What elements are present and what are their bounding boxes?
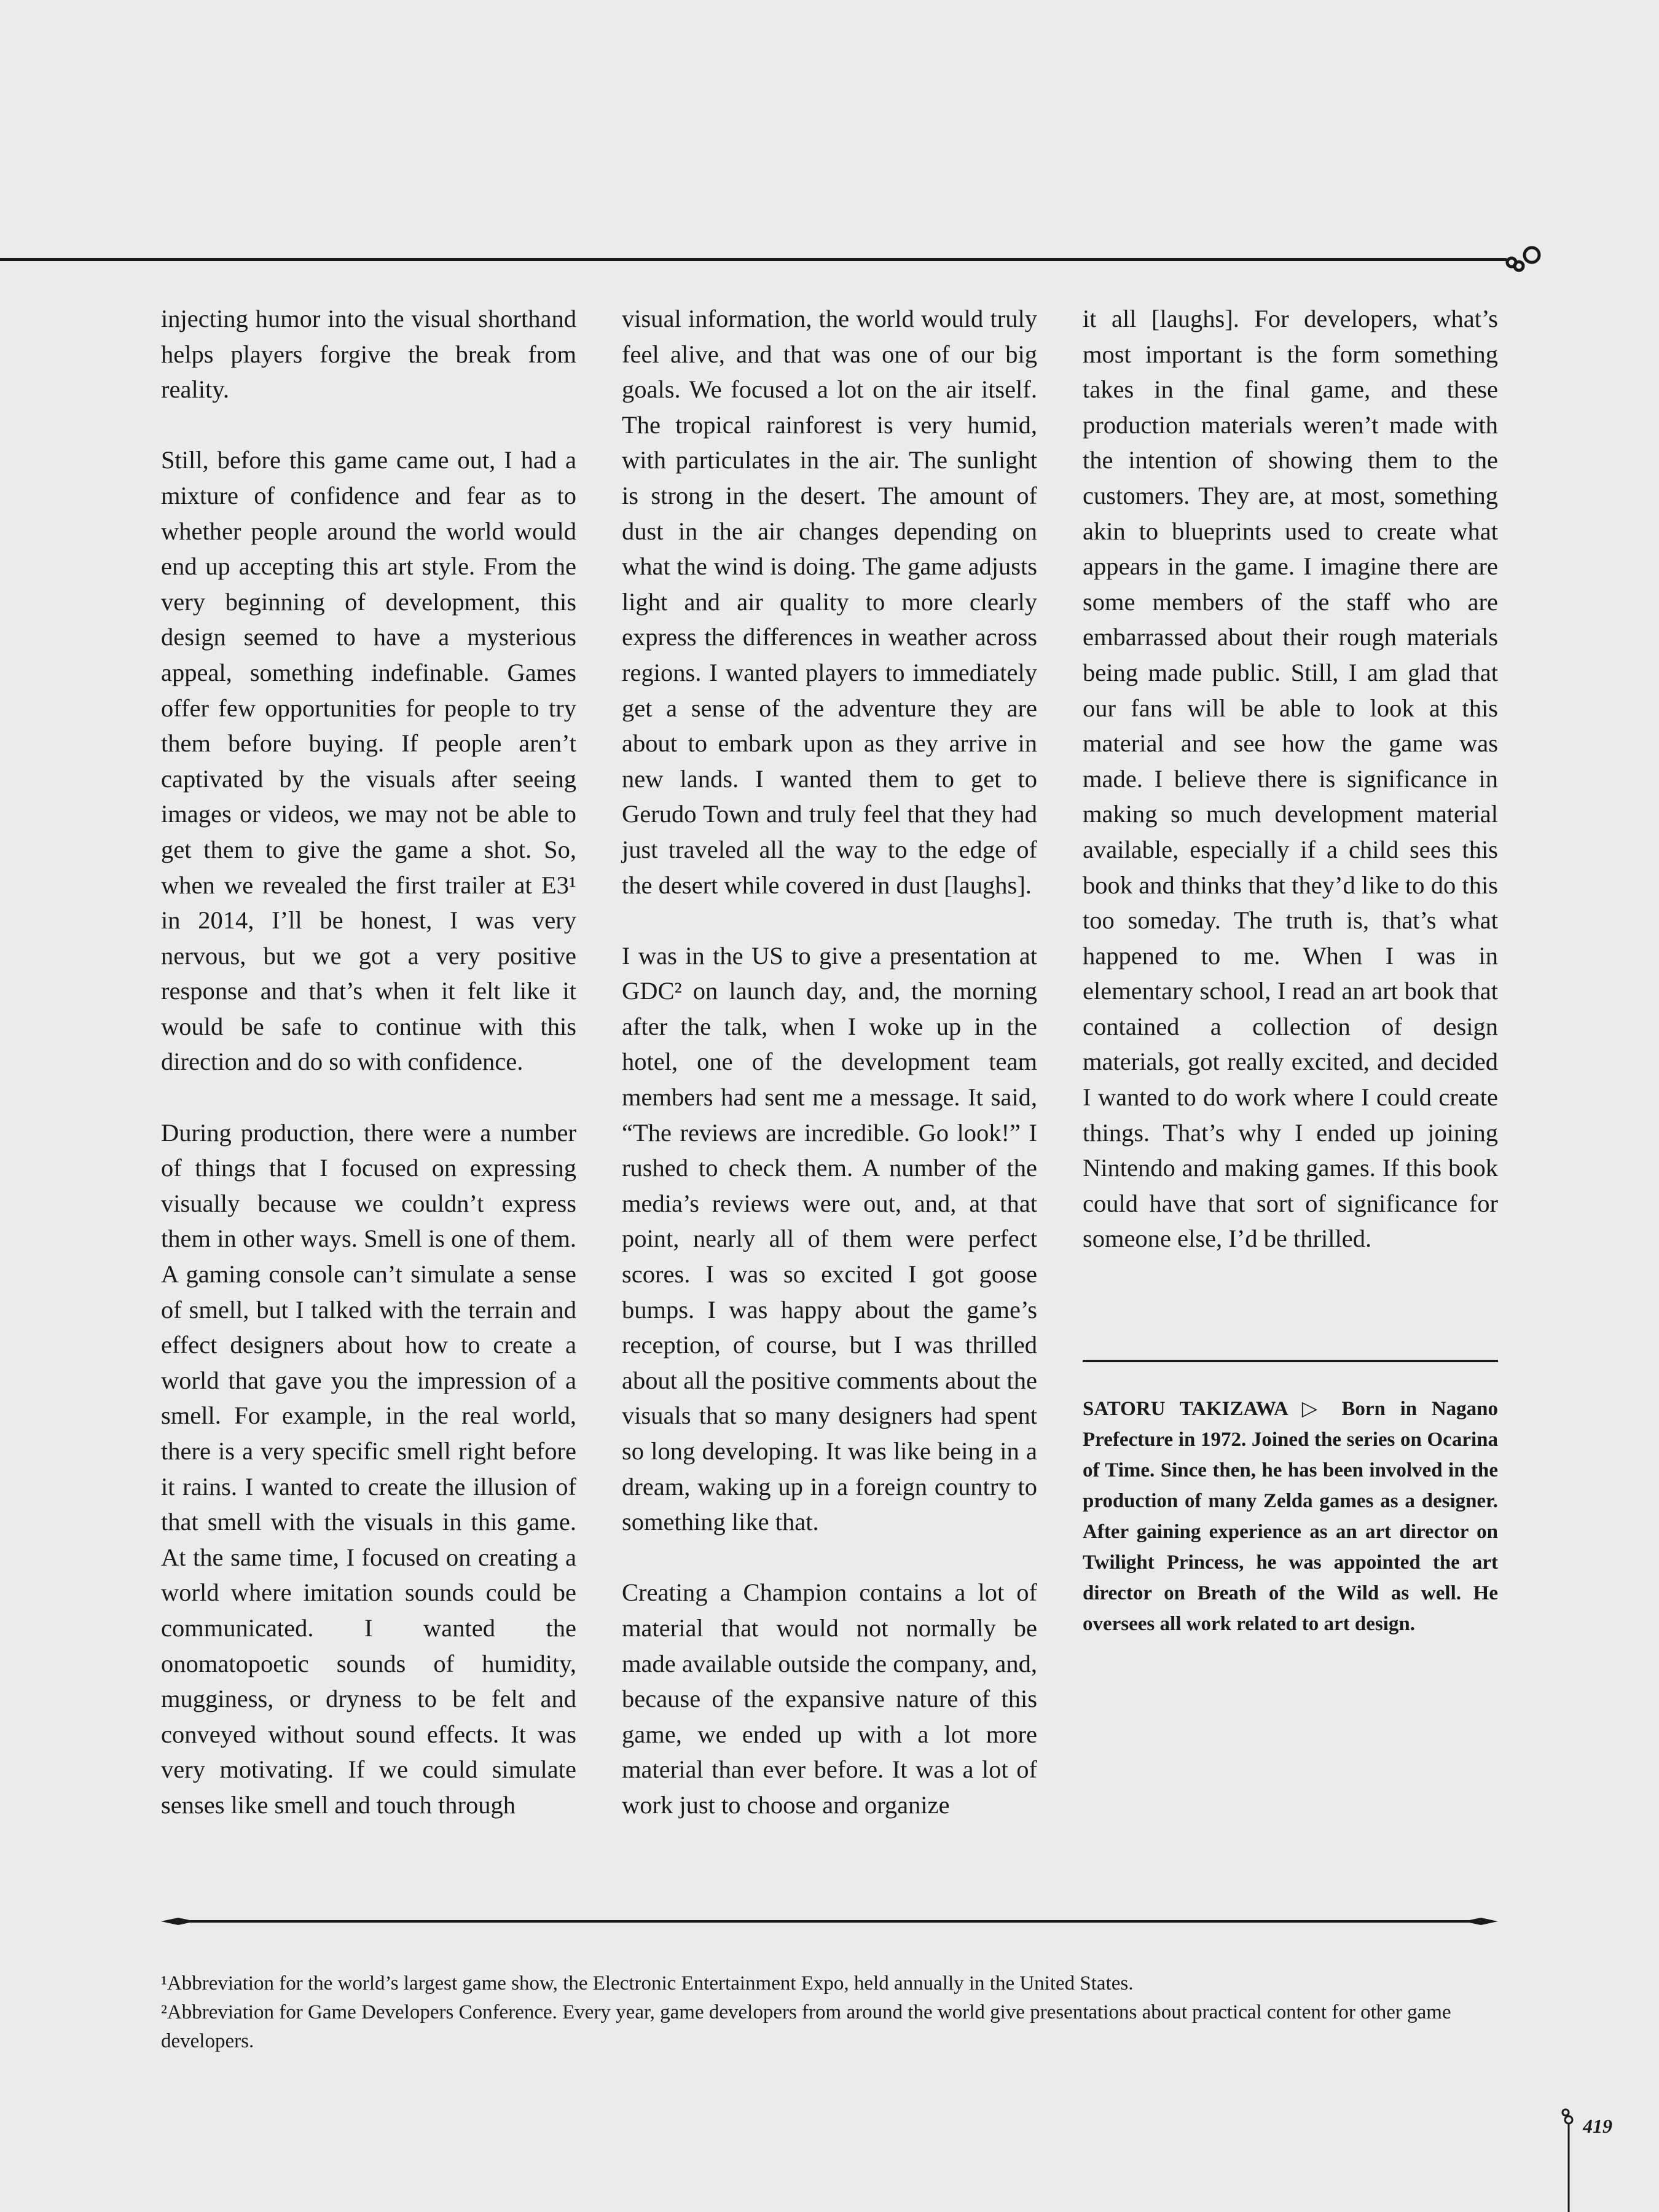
footnotes [161,1969,1498,2056]
bio-divider [1083,1360,1498,1362]
author-bio [1083,1394,1498,1639]
bio-marker-icon: ▷ [1301,1398,1327,1420]
article-column-3 [1083,301,1498,1257]
footer-rule [161,1912,1498,1931]
paragraph: During production, there were a number of things that I focused on expressing visually because we couldn’t express them in other ways. Smell is one of them. A gaming console can’t simulate a sense of smell, but I talked with the terrain and effect designers about how to create a world that gave you the impression of a smell. For example, in the real world, there is a very specific smell right before it rains. I wanted to create the illusion of that smell with the visuals in this game. At the same time, I focused on creating a world where imitation sounds could be communicated. I wanted the onomatopoetic sounds of humidity, mugginess, or dryness to be felt and conveyed without sound effects. It was very motivating. If we could simulate senses like smell and touch through [161,1118,576,1819]
paragraph: I was in the US to give a presentation at GDC² on launch day, and, the morning after the talk, when I woke up in the hotel, one of the development team members had sent me a message. It said, “The reviews are incredible. Go look!” I rushed to check them. A number of the media’s reviews were out, and, at that point, nearly all of them were perfect scores. I was so excited I got goose bumps. I was happy about the game’s reception, of course, but I was thrilled about all the positive comments about the visuals that so many designers had spent so long developing. It was like being in a dream, waking up in a foreign country to something like that. [622,941,1037,1536]
header-rule [0,258,1507,261]
footnote: ¹Abbreviation for the world’s largest game show, the Electronic Entertainment Expo, held annually in the United States. [161,1972,1134,1994]
paragraph: injecting humor into the visual shorthand helps players forgive the break from reality. [161,305,576,404]
page-number: 419 [1583,2115,1612,2137]
footnote: ²Abbreviation for Game Developers Conference. Every year, game developers from around the world give presentations about practical content for other game developers. [161,2001,1451,2052]
page-number-ornament-icon [1558,2108,1577,2212]
paragraph: Still, before this game came out, I had a mixture of confidence and fear as to whether people around the world would end up accepting this art style. From the very beginning of development, this design seemed to have a mysterious appeal, something indefinable. Games offer few opportunities for people to try them before buying. If people aren’t captivated by the visuals after seeing images or videos, we may not be able to get them to give the game a shot. So, when we revealed the first trailer at E3¹ in 2014, I’ll be honest, I was very nervous, but we got a very positive response and that’s when it felt like it would be safe to continue with this direction and do so with confidence. [161,446,576,1076]
paragraph: it all [laughs]. For developers, what’s most important is the form something takes in the final game, and these production materials weren’t made with the intention of showing them to the customers. They are, at most, something akin to blueprints used to create what appears in the game. I imagine there are some members of the staff who are embarrassed about their rough materials being made public. Still, I am glad that our fans will be able to look at this material and see how the game was made. I believe there is significance in making so much development material available, especially if a child sees this book and thinks that they’d like to do this too someday. The truth is, that’s what happened to me. When I was in elementary school, I read an art book that contained a collection of design materials, got really excited, and decided I wanted to do work where I could create things. That’s why I ended up joining Nintendo and making games. If this book could have that sort of significance for someone else, I’d be thrilled. [1083,305,1498,1253]
bio-text: Born in Nagano Prefecture in 1972. Joined the series on Ocarina of Time. Since then, he has been involved in the production of many Zelda games as a designer. After gaining experience as an art director on Twilight Princess, he was appointed the art director on Breath of the Wild as well. He oversees all work related to art design. [1083,1398,1498,1635]
bio-name: SATORU TAKIZAWA [1083,1398,1288,1420]
article-column-1 [161,301,576,1823]
article-column-2 [622,301,1037,1823]
paragraph: Creating a Champion contains a lot of material that would not normally be made available outside the company, and, because of the expansive nature of this game, we ended up with a lot more material than ever before. It was a lot of work just to choose and organize [622,1579,1037,1819]
paragraph: visual information, the world would truly feel alive, and that was one of our big goals. We focused a lot on the air itself. The tropical rainforest is very humid, with particulates in the air. The sunlight is strong in the desert. The amount of dust in the air changes depending on what the wind is doing. The game adjusts light and air quality to more clearly express the differences in weather across regions. I wanted players to immediately get a sense of the adventure they are about to embark upon as they arrive in new lands. I wanted them to get to Gerudo Town and truly feel that they had just traveled all the way to the edge of the desert while covered in dust [laughs]. [622,305,1037,899]
header-ornament-icon [1493,241,1542,278]
